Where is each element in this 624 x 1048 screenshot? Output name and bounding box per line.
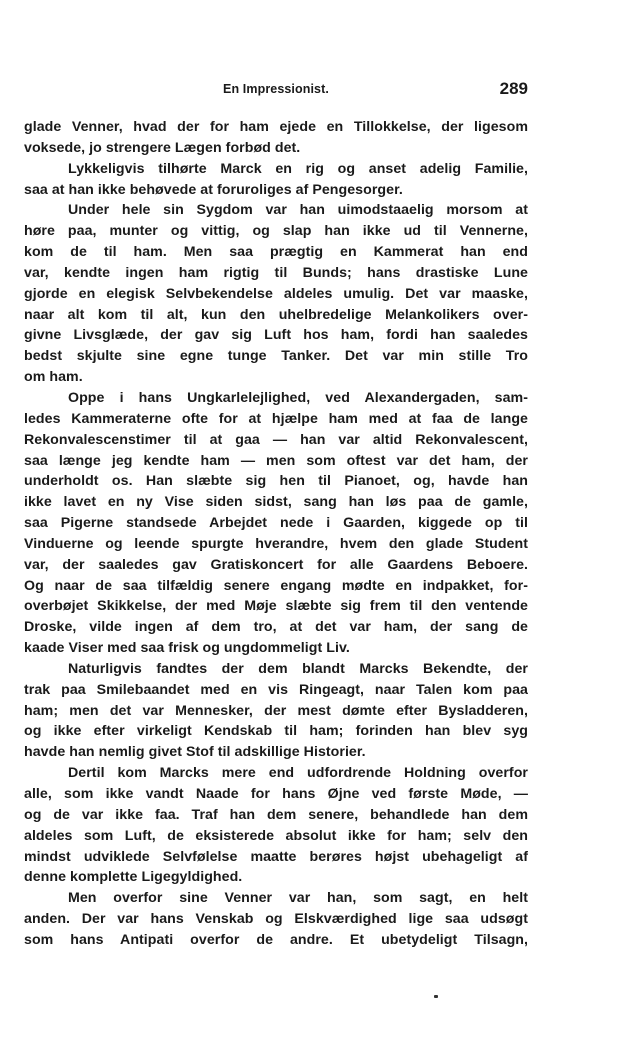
text-line: om ham.	[24, 369, 83, 386]
text-line: naar alt kom til alt, kun den uhelbredelige Melankolikers over-	[24, 306, 528, 323]
text-line: underholdt os. Han slæbte sig hen til Pianoet, og, havde han	[24, 473, 528, 490]
text-line: glade Venner, hvad der for ham ejede en Tillokkelse, der ligesom	[24, 119, 528, 135]
print-speck	[434, 995, 438, 998]
text-line: overbøjet Skikkelse, der med Møje slæbte sig frem til den ventende	[24, 598, 528, 615]
page-number: 289	[499, 79, 528, 98]
text-line: Naturligvis fandtes der dem blandt Marcks Bekendte, der	[68, 660, 528, 677]
text-line: ledes Kammeraterne ofte for at hjælpe ham med at faa de lange	[24, 410, 528, 427]
text-line: og ikke efter virkeligt Kendskab til ham; forinden han blev syg	[24, 723, 528, 740]
text-line: aldeles som Luft, de eksisterede absolut ikke for ham; selv den	[24, 827, 528, 844]
text-line: Rekonvalescenstimer til at gaa — han var altid Rekonvalescent,	[24, 431, 528, 448]
text-line: saa Pigerne standsede Arbejdet nede i Gaarden, kiggede op til	[24, 515, 528, 532]
text-line: saa at han ikke behøvede at foruroliges af Pengesorger.	[24, 181, 403, 198]
text-line: havde han nemlig givet Stof til adskillige Historier.	[24, 744, 366, 761]
text-line: høre paa, munter og vittig, og slap han ikke ud til Vennerne,	[24, 223, 528, 240]
text-line: Men overfor sine Venner var han, som sagt, en helt	[68, 890, 528, 907]
text-line: voksede, jo strengere Lægen forbød det.	[24, 139, 301, 156]
text-line: Under hele sin Sygdom var han uimodstaaelig morsom at	[68, 202, 528, 219]
text-line: givne Livsglæde, der gav sig Luft hos ham, fordi han saaledes	[24, 327, 528, 344]
text-line: Oppe i hans Ungkarlelejlighed, ved Alexandergaden, sam-	[68, 389, 528, 406]
text-line: Vinduerne og leende spurgte hverandre, hvem den glade Student	[24, 535, 528, 552]
text-line: ham; men det var Mennesker, der mest dømte efter Bysladderen,	[24, 702, 528, 719]
text-line: mindst udviklede Selvfølelse maatte berøres højst ubehageligt af	[24, 848, 528, 865]
text-line: denne komplette Ligegyldighed.	[24, 869, 243, 886]
text-line: ikke lavet en ny Vise siden sidst, sang han løs paa de gamle,	[24, 494, 528, 511]
text-line: og de var ikke faa. Traf han dem senere, behandlede han dem	[24, 806, 528, 823]
text-line: gjorde en elegisk Selvbekendelse aldeles umulig. Det var maaske,	[24, 285, 528, 302]
text-line: Lykkeligvis tilhørte Marck en rig og anset adelig Familie,	[68, 160, 528, 177]
text-line: Dertil kom Marcks mere end udfordrende Holdning overfor	[68, 765, 528, 782]
running-title: En Impressionist.	[223, 82, 329, 96]
text-line: bedst skjulte sine egne tunge Tanker. Det var min stille Tro	[24, 348, 528, 365]
body-text	[24, 117, 528, 951]
text-line: som hans Antipati overfor de andre. Et ubetydeligt Tilsagn,	[24, 931, 528, 948]
text-line: saa længe jeg kendte ham — men som oftest var det ham, der	[24, 452, 528, 469]
text-line: kaade Viser med saa frisk og ungdommeligt Liv.	[24, 640, 350, 657]
text-line: var, kendte ingen ham rigtig til Bunds; hans drastiske Lune	[24, 264, 528, 281]
text-line: alle, som ikke vandt Naade for hans Øjne ved første Møde, —	[24, 786, 528, 802]
text-line: anden. Der var hans Venskab og Elskværdighed lige saa udsøgt	[24, 911, 528, 928]
text-line: trak paa Smilebaandet med en vis Ringeagt, naar Talen kom paa	[24, 681, 528, 698]
running-header	[24, 80, 528, 102]
text-line: Og naar de saa tilfældig senere engang mødte en indpakket, for-	[24, 577, 528, 594]
text-line: var, der saaledes gav Gratiskoncert for alle Gaardens Beboere.	[24, 556, 528, 573]
text-line: Droske, vilde ingen af dem tro, at det var ham, der sang de	[24, 619, 528, 636]
text-line: kom de til ham. Men saa prægtig en Kammerat han end	[24, 244, 528, 261]
